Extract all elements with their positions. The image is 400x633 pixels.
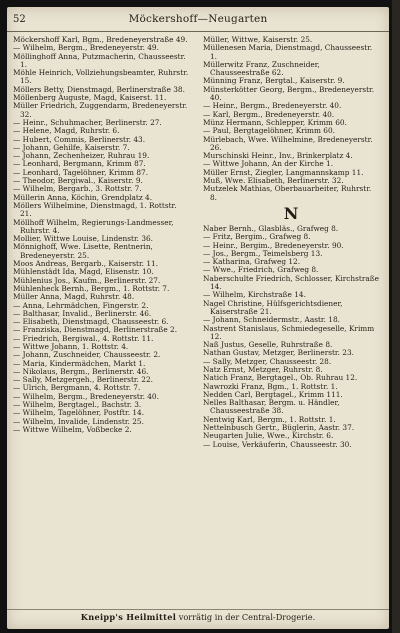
running-head: Möckershoff—Neugarten xyxy=(128,13,268,25)
directory-entry: Nentwig Karl, Bergm., 1. Rottstr. 1. xyxy=(203,415,336,424)
directory-entry: Nastrent Stanislaus, Schmiedegeselle, Krimm 12. xyxy=(203,324,375,341)
page-number: 52 xyxy=(13,14,26,25)
directory-entry: Murschinski Heinr., Inv., Brinkerplatz 4. xyxy=(203,152,353,161)
directory-entry: — Wwe., Friedrich, Grafweg 8. xyxy=(203,266,319,275)
left-column xyxy=(13,36,189,434)
directory-entry: Münz Hermann, Schlepper, Krimm 60. xyxy=(203,118,347,127)
directory-entry: — Karl, Bergm., Bredeneyerstr. 40. xyxy=(203,110,335,119)
directory-entry: Nawrozki Franz, Bgm., 1. Rottstr. 1. xyxy=(203,382,338,391)
directory-entry: — Johann, Gehilfe, Kaiserstr. 7. xyxy=(13,143,130,152)
directory-entry: Möllinghoff Anna, Putzmacherin, Chausseestr. 1. xyxy=(13,52,186,69)
directory-entry: Müllerwitz Franz, Zuschneider, Chausseestraße 62. xyxy=(203,60,320,78)
directory-entry: Nagel Christine, Hülfsgerichtsdiener, Kaiserstraße 21. xyxy=(203,299,343,316)
right-column-top xyxy=(203,36,379,202)
directory-entry: Möllers Betty, Dienstmagd, Berlinerstraße 38. xyxy=(13,85,185,94)
directory-entry: Mollier, Wittwe Louise, Lindenstr. 36. xyxy=(13,235,154,244)
directory-entry: Naß Justus, Geselle, Ruhrstraße 8. xyxy=(203,341,333,350)
directory-entry: Nedden Carl, Bergtagel., Krimm 111. xyxy=(203,390,343,399)
directory-entry: Nathan Gustav, Metzger, Berlinerstr. 23. xyxy=(203,349,354,358)
section-letter: N xyxy=(283,203,299,223)
directory-entry: — Wilhelm, Bergtagel., Bachstr. 3. xyxy=(13,401,142,410)
directory-entry: — Johann, Zechenheizer, Ruhrau 19. xyxy=(13,152,150,161)
directory-entry: — Wilhelm, Bergarb., 3. Rottstr. 7. xyxy=(13,185,142,194)
directory-entry: — Nikolaus, Bergm., Berlinerstr. 46. xyxy=(13,367,149,376)
directory-entry: — Wittwe Johann, 1. Rottstr. 4. xyxy=(13,342,129,351)
directory-entry: Möllenberg Auguste, Magd, Kaiserst. 11. xyxy=(13,94,167,103)
page-header xyxy=(7,11,389,32)
directory-entry: — Louise, Verkäuferin, Chausseestr. 30. xyxy=(203,440,352,449)
directory-entry: Natz Ernst, Metzger, Ruhrstr. 8. xyxy=(203,365,323,374)
directory-entry: — Wilhelm, Bergm., Bredeneyerstr. 49. xyxy=(13,44,159,53)
directory-entry: — Theodor, Bergiwal., Kaiserstr. 9. xyxy=(13,177,143,186)
directory-entry: — Wilhelm, Kirchstraße 14. xyxy=(203,291,306,300)
directory-entry: — Balthasar, Invalid., Berlinerstr. 46. xyxy=(13,309,152,318)
directory-entry: — Jos., Bergm., Teimelsberg 13. xyxy=(203,249,323,258)
directory-entry: — Franziska, Dienstmagd, Berlinerstraße 2. xyxy=(13,326,178,335)
directory-entry: Natich Franz, Bergtagel., Ob. Ruhrau 12. xyxy=(203,374,358,383)
directory-entry: — Friedrich, Bergiwal., 4. Rottstr. 11. xyxy=(13,334,154,343)
directory-entry: — Heinr., Bergm., Bredeneyerstr. 40. xyxy=(203,102,342,111)
directory-entry: Möllers Wilhelmine, Dienstmagd, 1. Rottstr. 21. xyxy=(13,201,177,219)
directory-entry: — Helene, Magd, Ruhrstr. 6. xyxy=(13,127,120,136)
directory-entry: — Paul, Bergtagelöhner, Krimm 60. xyxy=(203,127,335,136)
directory-entry: Mutzelek Mathias, Oberbauarbeiter, Ruhrstr. 8. xyxy=(203,185,372,202)
directory-entry: — Katharina, Grafweg 12. xyxy=(203,258,301,267)
directory-page xyxy=(7,7,389,629)
directory-entry: Mürlebach, Wwe. Wilhelmine, Bredeneyerstr. 26. xyxy=(203,135,373,152)
directory-entry: Müllerin Anna, Köchin, Grendplatz 4. xyxy=(13,193,153,202)
directory-entry: Mönnighoff, Wwe. Lisette, Rentnerin, Bredeneyerstr. 25. xyxy=(13,243,153,260)
directory-entry: Muß, Wwe. Elisabeth, Berlinerstr. 32. xyxy=(203,177,344,186)
directory-entry: Naber Bernh., Glasbläs., Grafweg 8. xyxy=(203,224,339,233)
directory-entry: Müller Ernst, Ziegler, Langmannskamp 11. xyxy=(203,168,364,177)
directory-entry: — Hubert, Commis, Berlinerstr. 43. xyxy=(13,135,146,144)
directory-entry: — Ulrich, Bergmann, 4. Rottstr. 7. xyxy=(13,384,141,393)
directory-entry: Mühlenheck Bernh., Bergm., 1. Rottstr. 7. xyxy=(13,284,170,293)
directory-entry: Möckershoff Karl, Bgm., Bredeneyerstraße 49. xyxy=(13,36,188,44)
directory-entry: Mühlenstädt Ida, Magd, Elisenstr. 10. xyxy=(13,268,154,277)
footer-brand: Kneipp's Heilmittel xyxy=(80,612,177,622)
directory-entry: Münning Franz, Bergtal., Kaiserstr. 9. xyxy=(203,77,345,86)
directory-entry: Möllhoff Wilhelm, Regierungs-Landmesser, Ruhrstr. 4. xyxy=(13,218,174,235)
directory-entry: — Heinr., Bergim., Bredeneyerstr. 90. xyxy=(203,241,344,250)
directory-entry: Neugarten Julie, Wwe., Kirchstr. 6. xyxy=(203,432,334,441)
directory-entry: — Fritz, Bergim., Grafweg 8. xyxy=(203,233,311,242)
directory-entry: Müller Friedrich, Zuggendarm, Bredeneyerstr. 32. xyxy=(13,102,188,119)
directory-entry: — Wilhelm, Bergm., Bredeneyerstr. 40. xyxy=(13,392,159,401)
directory-entry: — Wittwe Johann, An der Kirche 1. xyxy=(203,160,334,169)
directory-entry: — Heinr., Schuhmacher, Berlinerstr. 27. xyxy=(13,118,162,127)
right-column xyxy=(203,36,379,449)
directory-entry: Nettelnbusch Gertr., Büglerin, Aastr. 37. xyxy=(203,424,355,433)
directory-entry: Müller Anna, Magd, Ruhrstr. 48. xyxy=(13,293,135,302)
directory-entry: — Wilhelm, Invalide, Lindenstr. 25. xyxy=(13,417,144,426)
directory-entry: — Johann, Schneidermstr., Aastr. 18. xyxy=(203,316,340,325)
directory-entry: — Elisabeth, Dienstmagd, Chausseestr. 6. xyxy=(13,318,169,327)
directory-entry: Münsterkötter Georg, Bergm., Bredeneyerstr. 40. xyxy=(203,85,375,103)
directory-entry: Moos Andreas, Bergarb., Kaiserstr. 11. xyxy=(13,260,159,269)
directory-entry: Nelles Balthasar, Bergm. u. Händler, Chausseestraße 38. xyxy=(203,399,340,416)
directory-entry: Naberschulte Friedrich, Schlosser, Kirchstraße 14. xyxy=(203,274,379,292)
directory-entry: Möhle Heinrich, Vollziehungsbeamter, Ruhrstr. 15. xyxy=(13,69,189,86)
directory-entry: — Wilhelm, Tagelöhner, Postftr. 14. xyxy=(13,409,145,418)
directory-entry: Mühlenius Jos., Kaufm., Berlinerstr. 27. xyxy=(13,276,161,285)
directory-entry: — Sally, Metzgergeh., Berlinerstr. 22. xyxy=(13,376,153,385)
scan-edge xyxy=(392,0,400,633)
page-footer xyxy=(7,609,389,626)
footer-text: vorrätig in der Central-Drogerie. xyxy=(178,612,316,622)
directory-entry: — Anna, Lehrmädchen, Fingerstr. 2. xyxy=(13,301,149,310)
directory-entry: Müller, Wittwe, Kaiserstr. 25. xyxy=(203,36,313,44)
directory-entry: — Leonhard, Bergmann, Krimm 87. xyxy=(13,160,146,169)
right-column-bottom xyxy=(203,225,379,449)
directory-entry: Müllenesen Maria, Dienstmagd, Chausseestr. 1. xyxy=(203,44,373,61)
directory-entry: — Sally, Metzger, Chausseestr. 28. xyxy=(203,357,332,366)
directory-entry: — Leonhard, Tagelöhner, Krimm 87. xyxy=(13,168,149,177)
directory-entry: — Johann, Zuschneider, Chausseestr. 2. xyxy=(13,351,161,360)
directory-entry: — Wittwe Wilhelm, Voßbecke 2. xyxy=(13,425,132,434)
directory-entry: — Maria, Kindermädchen, Markt 1. xyxy=(13,359,146,368)
